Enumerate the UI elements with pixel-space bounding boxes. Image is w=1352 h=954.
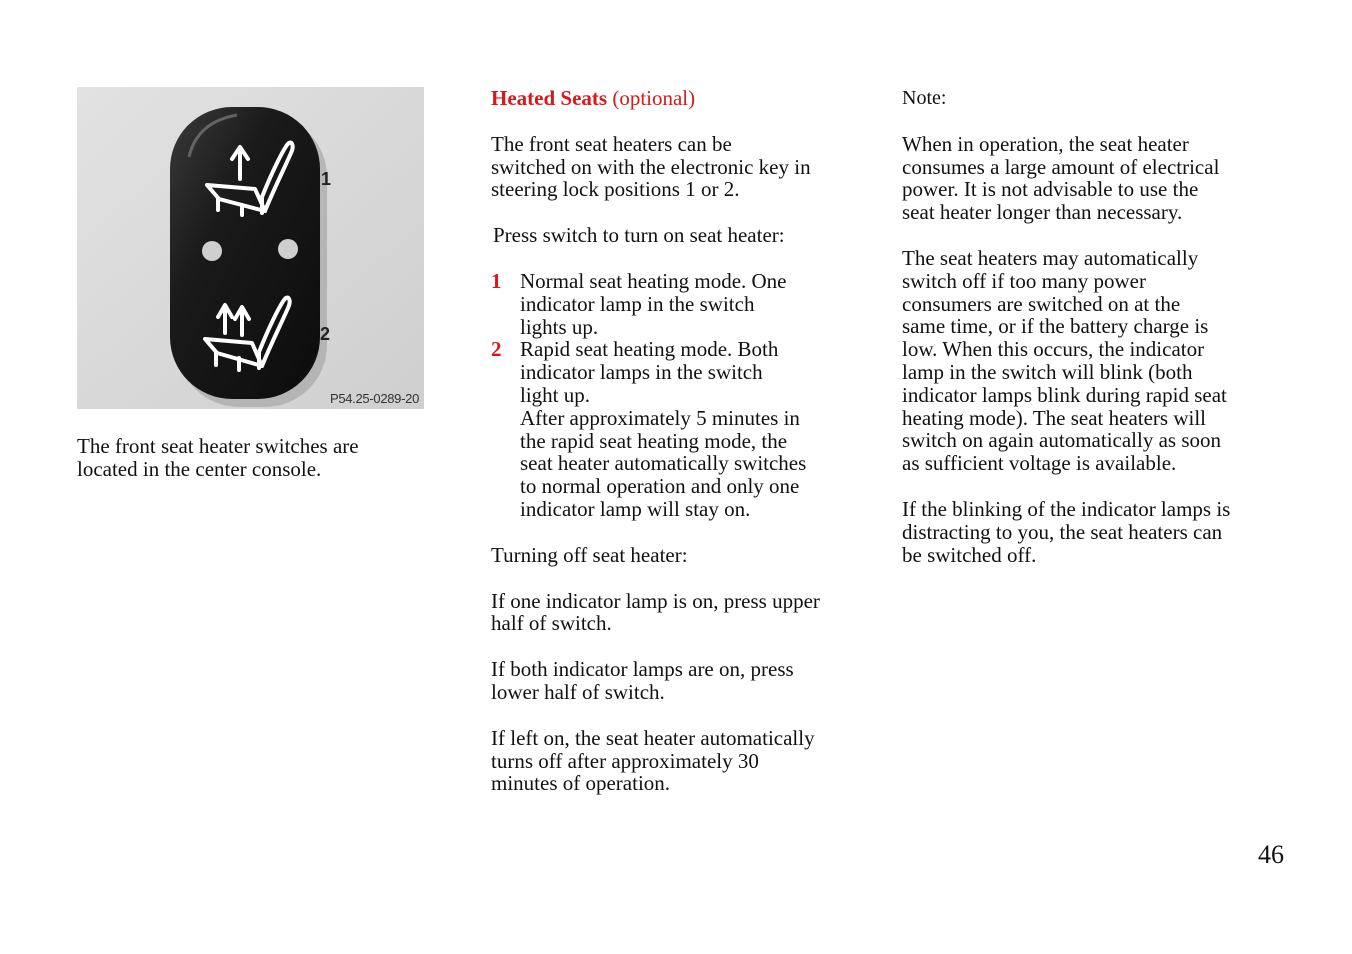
switch-body <box>170 107 320 399</box>
note-line: be switched off. <box>902 542 1037 567</box>
note-line: indicator lamps blink during rapid seat <box>902 382 1227 407</box>
item-number: 2 <box>491 337 502 362</box>
lower-half-line: If both indicator lamps are on, press <box>491 657 794 682</box>
intro-line: switched on with the electronic key in <box>491 154 811 179</box>
heading-title: Heated Seats <box>491 86 608 110</box>
caption-line: located in the center console. <box>77 456 322 481</box>
item-line: indicator lamp will stay on. <box>520 496 751 521</box>
page-number: 46 <box>1258 840 1284 869</box>
note-line: heating mode). The seat heaters will <box>902 405 1207 430</box>
note-line: low. When this occurs, the indicator <box>902 337 1205 362</box>
switch-label-1: 1 <box>321 169 332 189</box>
heading-optional: (optional) <box>607 86 696 110</box>
auto-off-line: turns off after approximately 30 <box>491 748 759 773</box>
auto-off-line: If left on, the seat heater automatically <box>491 725 815 750</box>
auto-off-line: minutes of operation. <box>491 771 671 796</box>
note-line: seat heater longer than necessary. <box>902 200 1183 225</box>
item-line: indicator lamps in the switch <box>520 360 763 385</box>
note-section <box>902 87 1282 566</box>
figure-code: P54.25-0289-20 <box>329 391 419 406</box>
item-line: light up. <box>520 382 591 407</box>
upper-half-line: half of switch. <box>491 611 612 636</box>
figure-caption <box>77 435 437 481</box>
note-line: same time, or if the battery charge is <box>902 314 1209 339</box>
list-item <box>491 270 871 338</box>
seat-heater-switch-illustration <box>77 87 424 409</box>
caption-line: The front seat heater switches are <box>77 434 359 458</box>
switch-label-2: 2 <box>320 324 331 344</box>
section-heading <box>491 87 871 110</box>
item-line: indicator lamp in the switch <box>520 291 755 316</box>
seat-heater-switch-figure <box>77 87 424 409</box>
note-line: consumers are switched on at the <box>902 291 1181 316</box>
note-line: as sufficient voltage is available. <box>902 451 1177 476</box>
item-line: Normal seat heating mode. One <box>520 268 787 293</box>
note-line: power. It is not advisable to use the <box>902 177 1199 202</box>
note-line: If the blinking of the indicator lamps is <box>902 496 1231 521</box>
item-line: to normal operation and only one <box>520 474 800 499</box>
intro-line: steering lock positions 1 or 2. <box>491 177 740 202</box>
turning-off-heading: Turning off seat heater: <box>491 542 688 567</box>
note-line: consumes a large amount of electrical <box>902 154 1220 179</box>
note-line: When in operation, the seat heater <box>902 131 1189 156</box>
item-line: Rapid seat heating mode. Both <box>520 337 779 362</box>
item-line: After approximately 5 minutes in <box>520 405 800 430</box>
item-line: the rapid seat heating mode, the <box>520 428 788 453</box>
press-instruction: Press switch to turn on seat heater: <box>493 223 785 248</box>
list-item <box>491 338 871 520</box>
indicator-lamp-left <box>202 241 222 261</box>
upper-half-line: If one indicator lamp is on, press upper <box>491 588 820 613</box>
note-line: switch on again automatically as soon <box>902 428 1222 453</box>
note-label: Note: <box>902 87 947 109</box>
heated-seats-section <box>491 87 871 795</box>
indicator-lamp-right <box>278 239 298 259</box>
heating-modes-list <box>491 270 871 521</box>
note-line: distracting to you, the seat heaters can <box>902 519 1223 544</box>
note-line: switch off if too many power <box>902 268 1146 293</box>
note-line: lamp in the switch will blink (both <box>902 359 1193 384</box>
item-line: seat heater automatically switches <box>520 451 807 476</box>
item-number: 1 <box>491 268 502 293</box>
intro-line: The front seat heaters can be <box>491 131 732 156</box>
lower-half-line: lower half of switch. <box>491 679 665 704</box>
item-line: lights up. <box>520 314 599 339</box>
note-line: The seat heaters may automatically <box>902 245 1199 270</box>
